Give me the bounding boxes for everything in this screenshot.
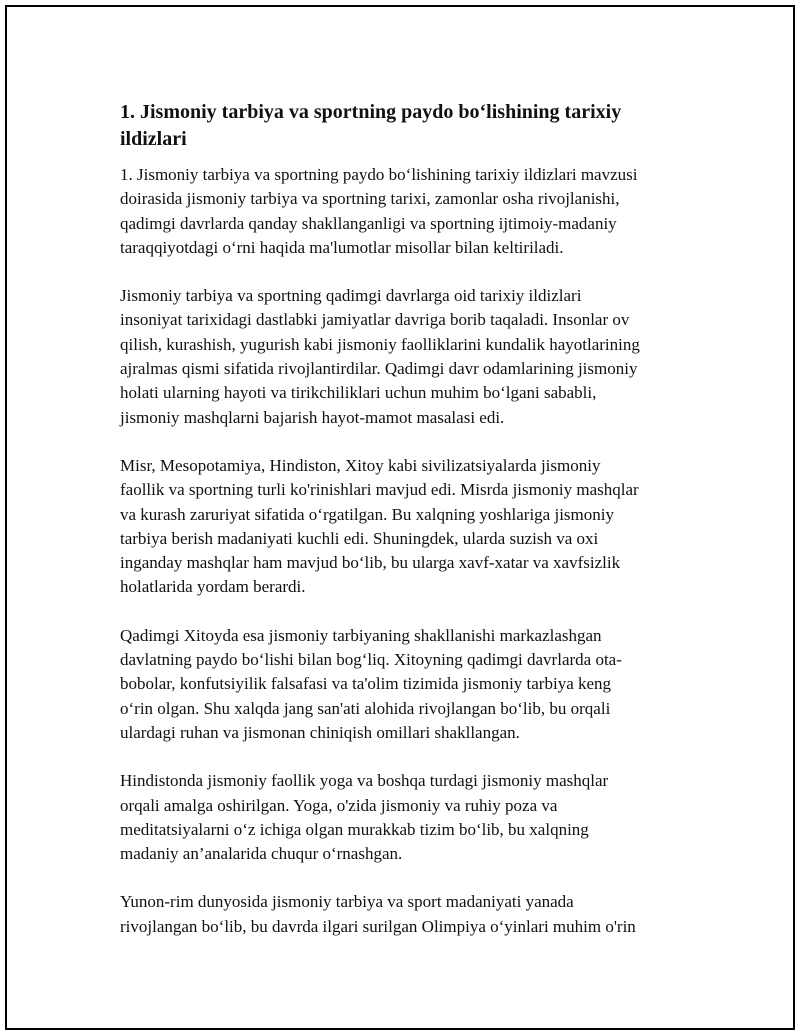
heading-line: 1. Jismoniy tarbiya va sportning paydo boʻlishining tarixiy <box>120 101 622 123</box>
paragraph-line: davlatning paydo boʻlishi bilan bogʻliq. Xitoyning qadimgi davrlarda ota- <box>120 650 622 670</box>
paragraph-line: holatlarida yordam berardi. <box>120 577 306 597</box>
paragraph-line: holati ularning hayoti va tirikchiliklari uchun muhim boʻlgani sababli, <box>120 383 597 403</box>
paragraph-intro <box>120 163 695 260</box>
paragraph-india <box>120 769 695 866</box>
paragraph-line: bobolar, konfutsiyilik falsafasi va ta'olim tizimida jismoniy tarbiya keng <box>120 674 612 694</box>
paragraph-line: ajralmas qismi sifatida rivojlantirdilar. Qadimgi davr odamlarining jismoniy <box>120 359 638 379</box>
paragraph-line: jismoniy mashqlarni bajarish hayot-mamot masalasi edi. <box>120 407 505 427</box>
paragraph-line: ulardagi ruhan va jismonan chiniqish omillari shakllangan. <box>120 722 520 742</box>
paragraph-line: doirasida jismoniy tarbiya va sportning tarixi, zamonlar osha rivojlanishi, <box>120 189 620 209</box>
paragraph-ancient-roots <box>120 284 695 430</box>
paragraph-greco-roman <box>120 890 695 939</box>
heading-line: ildizlari <box>120 128 187 150</box>
paragraph-line: meditatsiyalarni oʻz ichiga olgan murakkab tizim boʻlib, bu xalqning <box>120 819 589 839</box>
paragraph-line: Jismoniy tarbiya va sportning qadimgi davrlarga oid tarixiy ildizlari <box>120 286 582 306</box>
paragraph-line: insoniyat tarixidagi dastlabki jamiyatlar davriga borib taqaladi. Insonlar ov <box>120 310 630 330</box>
paragraph-line: orqali amalga oshirilgan. Yoga, o'zida jismoniy va ruhiy poza va <box>120 795 558 815</box>
paragraph-line: qadimgi davrlarda qanday shakllanganligi va sportning ijtimoiy-madaniy <box>120 213 617 233</box>
paragraph-civilizations <box>120 454 695 600</box>
paragraph-line: qilish, kurashish, yugurish kabi jismoniy faolliklarini kundalik hayotlarining <box>120 334 640 354</box>
paragraph-china <box>120 624 695 745</box>
document-body <box>120 99 695 963</box>
paragraph-line: oʻrin olgan. Shu xalqda jang san'ati alohida rivojlangan boʻlib, bu orqali <box>120 698 611 718</box>
paragraph-line: 1. Jismoniy tarbiya va sportning paydo boʻlishining tarixiy ildizlari mavzusi <box>120 165 638 184</box>
document-page <box>5 5 795 1030</box>
paragraph-line: inganday mashqlar ham mavjud boʻlib, bu ularga xavf-xatar va xavfsizlik <box>120 553 621 573</box>
paragraph-line: Yunon-rim dunyosida jismoniy tarbiya va sport madaniyati yanada <box>120 892 574 912</box>
document-heading <box>120 99 695 153</box>
paragraph-line: Hindistonda jismoniy faollik yoga va boshqa turdagi jismoniy mashqlar <box>120 771 609 791</box>
paragraph-line: taraqqiyotdagi oʻrni haqida ma'lumotlar misollar bilan keltiriladi. <box>120 237 564 257</box>
paragraph-line: Qadimgi Xitoyda esa jismoniy tarbiyaning shakllanishi markazlashgan <box>120 625 602 645</box>
paragraph-line: rivojlangan boʻlib, bu davrda ilgari surilgan Olimpiya oʻyinlari muhim o'rin <box>120 916 636 936</box>
paragraph-line: va kurash zaruriyat sifatida oʻrgatilgan. Bu xalqning yoshlariga jismoniy <box>120 504 614 524</box>
paragraph-line: madaniy an’analarida chuqur oʻrnashgan. <box>120 844 403 864</box>
paragraph-line: Misr, Mesopotamiya, Hindiston, Xitoy kabi sivilizatsiyalarda jismoniy <box>120 455 601 475</box>
paragraph-line: faollik va sportning turli ko'rinishlari mavjud edi. Misrda jismoniy mashqlar <box>120 480 639 500</box>
paragraph-line: tarbiya berish madaniyati kuchli edi. Shuningdek, ularda suzish va oxi <box>120 528 599 548</box>
